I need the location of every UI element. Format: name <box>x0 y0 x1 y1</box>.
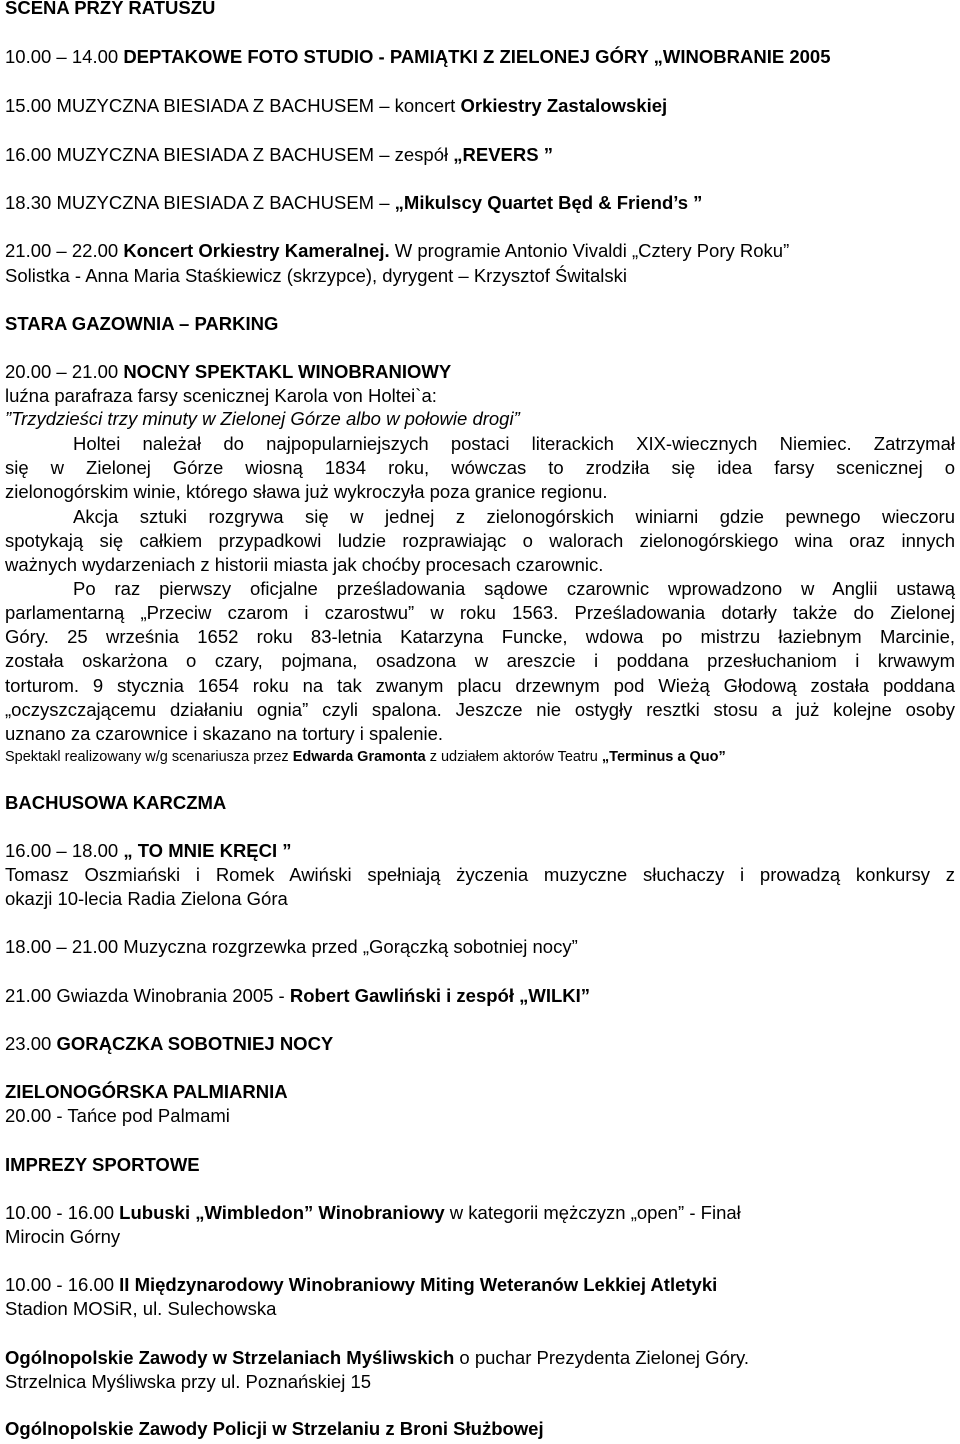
event-title: Tańce pod Palmami <box>67 1105 230 1126</box>
event-miting <box>5 1274 717 1296</box>
section-heading-stara-gazownia: STARA GAZOWNIA – PARKING <box>5 313 279 334</box>
event-performer: „REVERS ” <box>453 144 553 165</box>
event-title: Koncert Orkiestry Kameralnej. <box>123 240 390 261</box>
event-wimbledon <box>5 1202 741 1224</box>
credit-text: Spektakl realizowany w/g scenariusza przez <box>5 749 289 765</box>
event-time: 16.00 <box>5 144 52 165</box>
paragraph-line: Góry. 25 września 1652 roku 83-letnia Katarzyna Funcke, wdowa po mistrzu łaziebnym Marcinie, <box>5 626 955 647</box>
event-rozgrzewka: 18.00 – 21.00 Muzyczna rozgrzewka przed „Gorączką sobotniej nocy” <box>5 936 578 957</box>
paragraph-line: „oczyszczającemu działaniu ognia” czyli spalona. Jeszcze nie ostygły resztki stosu a już kolejne osoby <box>5 699 955 720</box>
event-title: Ogólnopolskie Zawody w Strzelaniach Myśliwskich <box>5 1347 455 1368</box>
event-time: 18.30 <box>5 192 52 213</box>
event-category: w kategorii mężczyzn „open” - <box>449 1202 696 1223</box>
event-time: 10.00 - 16.00 <box>5 1202 115 1223</box>
event-title: Lubuski „Wimbledon” Winobraniowy <box>119 1202 445 1223</box>
event-performer: Robert Gawliński i zespół „WILKI” <box>289 985 591 1006</box>
event-koncert-kameralny <box>5 240 789 262</box>
event-prefix: MUZYCZNA BIESIADA Z BACHUSEM – <box>56 192 390 213</box>
event-time: 15.00 <box>5 95 52 116</box>
paragraph-line: uznano za czarownice i skazano na tortury i spalenie. <box>5 723 444 744</box>
event-title: NOCNY SPEKTAKL WINOBRANIOWY <box>123 361 452 382</box>
event-time: 10.00 – 14.00 <box>5 46 119 67</box>
event-foto-studio <box>5 46 830 68</box>
event-time: 21.00 Gwiazda Winobrania 2005 - <box>5 985 285 1006</box>
event-subtitle: luźna parafraza farsy scenicznej Karola von Holtei`a: <box>5 385 437 406</box>
event-orkiestra-zastalowska <box>5 95 667 117</box>
event-place: Stadion MOSiR, ul. Sulechowska <box>5 1298 277 1319</box>
paragraph-line: torturom. 9 stycznia 1654 roku na tak zwanym placu drzewnym pod Wieżą Głodową została poddana <box>5 675 955 696</box>
section-heading-bachusowa: BACHUSOWA KARCZMA <box>5 792 227 813</box>
paragraph-line: Akcja sztuki rozgrywa się w jednej z zielonogórskich winiarni gdzie pewnego wieczoru <box>73 506 955 527</box>
event-description: Tomasz Oszmiański i Romek Awiński spełniają życzenia muzyczne słuchaczy i prowadzą konkursy z <box>5 864 955 885</box>
event-title: II Międzynarodowy Winobraniowy Miting Weteranów Lekkiej Atletyki <box>119 1274 718 1295</box>
event-strzelanie-mysliwskie <box>5 1347 749 1369</box>
play-title: ”Trzydzieści trzy minuty w Zielonej Górze albo w połowie drogi” <box>5 408 520 429</box>
event-to-mnie-kreci <box>5 840 292 862</box>
event-mikulscy <box>5 192 702 214</box>
credit-theatre: „Terminus a Quo” <box>601 749 726 765</box>
paragraph-line: została oskarżona o czary, pojmana, osadzona w areszcie i poddana przesłuchaniom i krwawym <box>5 650 955 671</box>
event-place: Strzelnica Myśliwska przy ul. Poznańskiej 15 <box>5 1371 372 1392</box>
event-title: GORĄCZKA SOBOTNIEJ NOCY <box>56 1033 334 1054</box>
event-final: Finał <box>700 1202 741 1223</box>
paragraph-line: spotykają się całkiem przypadkowi ludzie rozprawiając o walorach zielonogórskiego wina oraz innych <box>5 530 955 551</box>
event-time: 10.00 - 16.00 <box>5 1274 115 1295</box>
event-performer: Orkiestry Zastalowskiej <box>460 95 668 116</box>
event-description: W programie Antonio Vivaldi „Cztery Pory Roku” <box>394 240 790 261</box>
event-time: 20.00 - <box>5 1105 63 1126</box>
section-heading-sport: IMPREZY SPORTOWE <box>5 1154 200 1175</box>
event-revers <box>5 144 553 166</box>
credit-text: z udziałem aktorów Teatru <box>429 749 598 765</box>
event-title: DEPTAKOWE FOTO STUDIO - PAMIĄTKI Z ZIELONEJ GÓRY „WINOBRANIE 2005 <box>123 46 831 67</box>
event-performer: „Mikulscy Quartet Będ & Friend’s ” <box>394 192 703 213</box>
event-zawody-policji: Ogólnopolskie Zawody Policji w Strzelaniu z Broni Służbowej <box>5 1418 544 1439</box>
event-tance <box>5 1105 230 1127</box>
section-heading-palmiarnia: ZIELONOGÓRSKA PALMIARNIA <box>5 1081 288 1102</box>
event-time: 21.00 – 22.00 <box>5 240 119 261</box>
paragraph-line: się w Zielonej Górze wiosną 1834 roku, wówczas to zrodziła się idea farsy scenicznej o <box>5 457 955 478</box>
event-soloist-line: Solistka - Anna Maria Staśkiewicz (skrzypce), dyrygent – Krzysztof Świtalski <box>5 265 627 286</box>
event-prefix: MUZYCZNA BIESIADA Z BACHUSEM – zespół <box>56 144 449 165</box>
paragraph-line: zielonogórskim winie, którego sława już wykroczyła poza granice regionu. <box>5 481 608 502</box>
paragraph-line: ważnych wydarzeniach z historii miasta jak choćby procesach czarownic. <box>5 554 604 575</box>
paragraph-line: Po raz pierwszy oficjalne prześladowania sądowe czarownic wprowadzono w Anglii ustawą <box>73 578 955 599</box>
event-time: 16.00 – 18.00 <box>5 840 119 861</box>
event-prefix: MUZYCZNA BIESIADA Z BACHUSEM – koncert <box>56 95 456 116</box>
event-description: okazji 10-lecia Radia Zielona Góra <box>5 888 288 909</box>
event-time: 23.00 <box>5 1033 52 1054</box>
event-title: „ TO MNIE KRĘCI ” <box>123 840 292 861</box>
event-gwiazda <box>5 985 590 1007</box>
event-goraczka <box>5 1033 333 1055</box>
event-nocny-spektakl <box>5 361 451 383</box>
paragraph-line: Holtei należał do najpopularniejszych postaci literackich XIX-wiecznych Niemiec. Zatrzymał <box>73 433 955 454</box>
event-time: 20.00 – 21.00 <box>5 361 119 382</box>
paragraph-line: parlamentarną „Przeciw czarom i czarostwu” w roku 1563. Prześladowania dotarły także do Zielonej <box>5 602 955 623</box>
event-place: Mirocin Górny <box>5 1226 121 1247</box>
event-description: o puchar Prezydenta Zielonej Góry. <box>459 1347 750 1368</box>
production-credit <box>5 746 726 768</box>
section-heading-scena-ratusz: SCENA PRZY RATUSZU <box>5 0 216 18</box>
credit-author: Edwarda Gramonta <box>292 749 426 765</box>
